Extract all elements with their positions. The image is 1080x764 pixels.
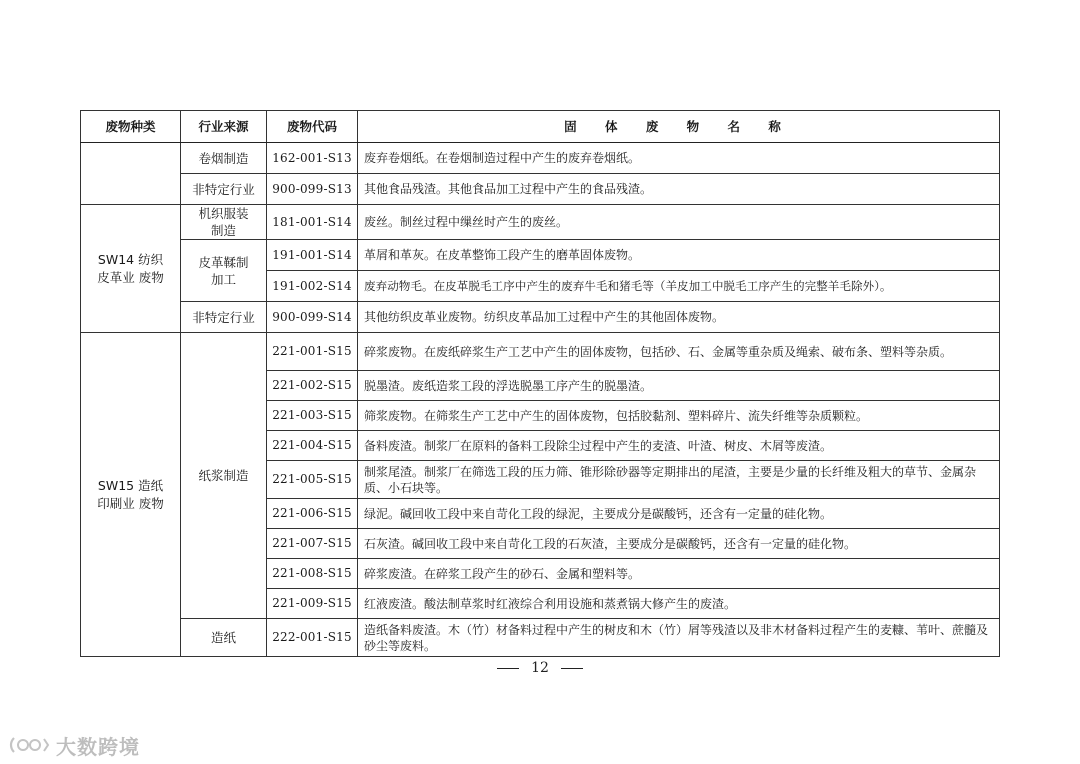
source-label: 机织服装 制造 [198, 206, 249, 238]
category-cell-sw15 [81, 333, 181, 657]
code-cell: 221-001-S15 [267, 333, 358, 371]
dash-right [561, 668, 583, 669]
desc-cell: 废弃动物毛。在皮革脱毛工序中产生的废弃牛毛和猪毛等（羊皮加工中脱毛工序产生的完整羊毛除外）。 [358, 271, 1000, 302]
table-row [81, 333, 1000, 371]
code-cell: 221-008-S15 [267, 559, 358, 589]
source-cell [181, 205, 267, 240]
source-label: 皮革鞣制 加工 [198, 254, 249, 287]
table-row [81, 302, 1000, 333]
table-row [81, 143, 1000, 174]
desc-cell: 造纸备料废渣。木（竹）材备料过程中产生的树皮和木（竹）屑等残渣以及非木材备料过程产生的麦糠、苇叶、蔗髓及砂尘等废料。 [358, 619, 1000, 657]
table-row [81, 240, 1000, 271]
header-name: 固 体 废 物 名 称 [358, 111, 1000, 143]
category-cell [81, 143, 181, 205]
source-cell: 纸浆制造 [181, 333, 267, 619]
desc-cell: 制浆尾渣。制浆厂在筛选工段的压力筛、锥形除砂器等定期排出的尾渣，主要是少量的长纤维及粗大的草节、金属杂质、小石块等。 [358, 461, 1000, 499]
desc-cell: 废弃卷烟纸。在卷烟制造过程中产生的废弃卷烟纸。 [358, 143, 1000, 174]
code-cell: 191-002-S14 [267, 271, 358, 302]
desc-cell: 碎浆废物。在废纸碎浆生产工艺中产生的固体废物，包括砂、石、金属等重杂质及绳索、破布条、塑料等杂质。 [358, 333, 1000, 371]
header-code: 废物代码 [267, 111, 358, 143]
watermark-logo-icon [8, 734, 52, 756]
source-cell: 非特定行业 [181, 302, 267, 333]
desc-cell: 其他纺织皮革业废物。纺织皮革品加工过程中产生的其他固体废物。 [358, 302, 1000, 333]
desc-cell: 绿泥。碱回收工段中来自苛化工段的绿泥，主要成分是碳酸钙，还含有一定量的硅化物。 [358, 499, 1000, 529]
code-cell: 191-001-S14 [267, 240, 358, 271]
code-cell: 221-002-S15 [267, 371, 358, 401]
desc-cell: 废丝。制丝过程中缫丝时产生的废丝。 [358, 205, 1000, 240]
category-cell-sw14 [81, 205, 181, 333]
code-cell: 221-006-S15 [267, 499, 358, 529]
header-category: 废物种类 [81, 111, 181, 143]
desc-cell: 碎浆废渣。在碎浆工段产生的砂石、金属和塑料等。 [358, 559, 1000, 589]
code-cell: 162-001-S13 [267, 143, 358, 174]
desc-cell: 备料废渣。制浆厂在原料的备料工段除尘过程中产生的麦渣、叶渣、树皮、木屑等废渣。 [358, 431, 1000, 461]
page-number-text: 12 [531, 660, 549, 676]
watermark [8, 732, 140, 758]
code-cell: 221-007-S15 [267, 529, 358, 559]
desc-cell: 其他食品残渣。其他食品加工过程中产生的食品残渣。 [358, 174, 1000, 205]
code-cell: 221-005-S15 [267, 461, 358, 499]
code-cell: 221-004-S15 [267, 431, 358, 461]
desc-cell: 石灰渣。碱回收工段中来自苛化工段的石灰渣，主要成分是碳酸钙，还含有一定量的硅化物。 [358, 529, 1000, 559]
desc-cell: 革屑和革灰。在皮革整饰工段产生的磨革固体废物。 [358, 240, 1000, 271]
desc-cell: 脱墨渣。废纸造浆工段的浮选脱墨工序产生的脱墨渣。 [358, 371, 1000, 401]
code-cell: 900-099-S13 [267, 174, 358, 205]
source-cell [181, 240, 267, 302]
table-header-row [81, 111, 1000, 143]
code-cell: 222-001-S15 [267, 619, 358, 657]
table-row [81, 205, 1000, 240]
watermark-text: 大数跨境 [56, 734, 140, 759]
table-row [81, 174, 1000, 205]
header-source: 行业来源 [181, 111, 267, 143]
source-cell: 卷烟制造 [181, 143, 267, 174]
category-label-sw14: SW14 纺织皮革业 废物 [97, 251, 164, 285]
source-cell: 造纸 [181, 619, 267, 657]
code-cell: 221-003-S15 [267, 401, 358, 431]
table-row [81, 619, 1000, 657]
source-cell: 非特定行业 [181, 174, 267, 205]
dash-left [497, 668, 519, 669]
desc-cell: 筛浆废物。在筛浆生产工艺中产生的固体废物，包括胶黏剂、塑料碎片、流失纤维等杂质颗粒。 [358, 401, 1000, 431]
waste-table [80, 110, 1000, 657]
code-cell: 221-009-S15 [267, 589, 358, 619]
category-label-sw15: SW15 造纸印刷业 废物 [97, 477, 164, 511]
page-number [0, 660, 1080, 676]
desc-cell: 红液废渣。酸法制草浆时红液综合利用设施和蒸煮锅大修产生的废渣。 [358, 589, 1000, 619]
code-cell: 181-001-S14 [267, 205, 358, 240]
code-cell: 900-099-S14 [267, 302, 358, 333]
